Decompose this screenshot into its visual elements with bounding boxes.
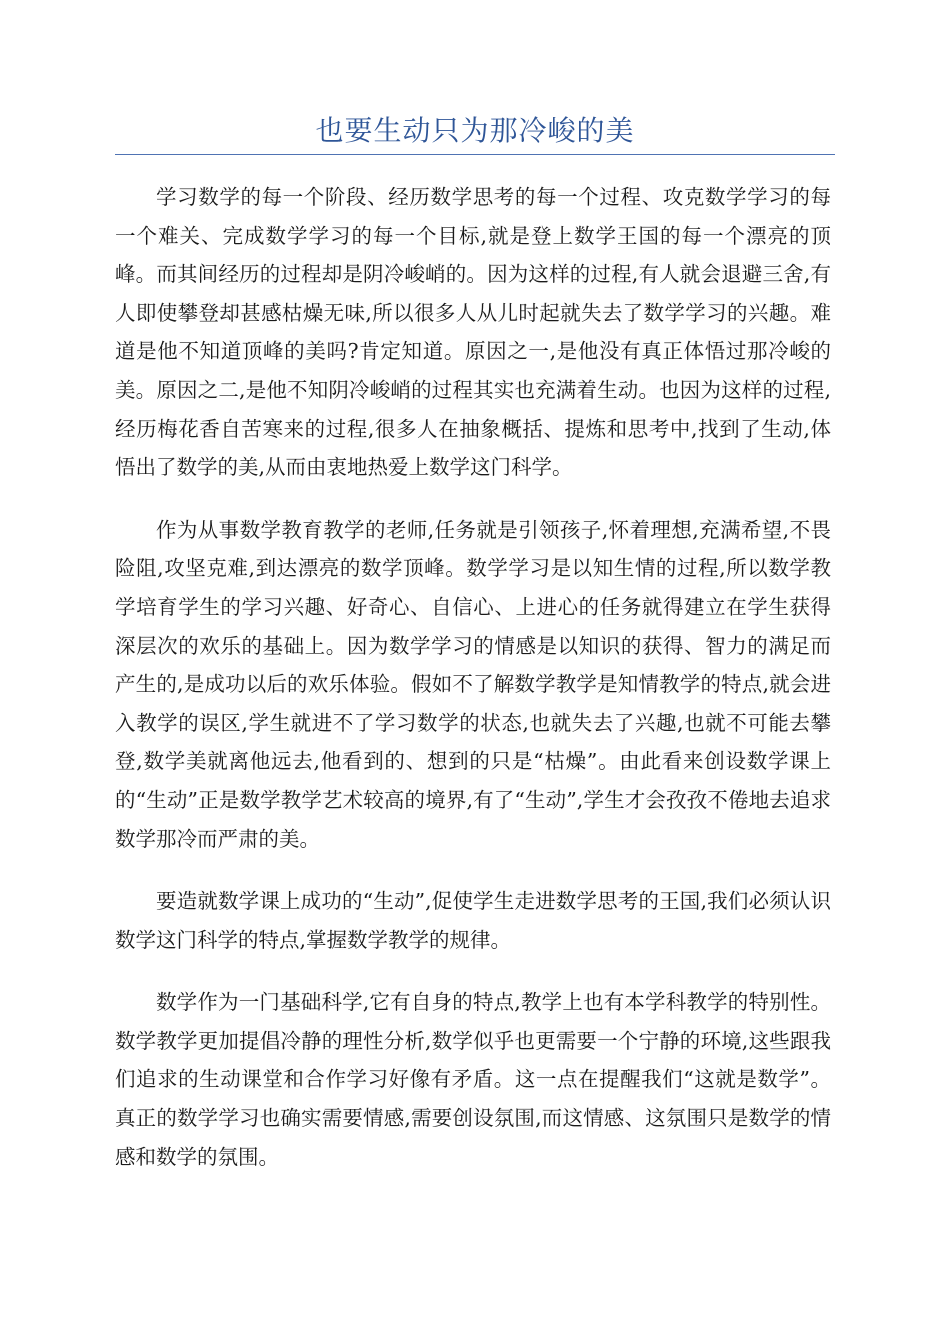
paragraph-2: 作为从事数学教育教学的老师,任务就是引领孩子,怀着理想,充满希望,不畏险阻,攻坚克难,到达漂亮的数学顶峰。数学学习是以知生情的过程,所以数学教学培育学生的学习兴趣、好奇心、自信心、上进心的任务就得建立在学生获得深层次的欢乐的基础上。因为数学学习的情感是以知识的获得、智力的满足而产生的,是成功以后的欢乐体验。假如不了解数学教学是知情教学的特点,就会进入教学的误区,学生就进不了学习数学的状态,也就失去了兴趣,也就不可能去攀登,数学美就离他远去,他看到的、想到的只是“枯燥”。由此看来创设数学课上的“生动”正是数学教学艺术较高的境界,有了“生动”,学生才会孜孜不倦地去追求数学那冷而严肃的美。 (115, 517, 831, 851)
paragraph-4: 数学作为一门基础科学,它有自身的特点,教学上也有本学科教学的特别性。数学教学更加提倡冷静的理性分析,数学似乎也更需要一个宁静的环境,这些跟我们追求的生动课堂和合作学习好像有矛盾。这一点在提醒我们“这就是数学”。真正的数学学习也确实需要情感,需要创设氛围,而这情感、这氛围只是数学的情感和数学的氛围。 (115, 990, 831, 1169)
paragraph-1: 学习数学的每一个阶段、经历数学思考的每一个过程、攻克数学学习的每一个难关、完成数学学习的每一个目标,就是登上数学王国的每一个漂亮的顶峰。而其间经历的过程却是阴冷峻峭的。因为这样的过程,有人就会退避三舍,有人即使攀登却甚感枯燥无味,所以很多人从儿时起就失去了数学学习的兴趣。难道是他不知道顶峰的美吗?肯定知道。原因之一,是他没有真正体悟过那冷峻的美。原因之二,是他不知阴冷峻峭的过程其实也充满着生动。也因为这样的过程,经历梅花香自苦寒来的过程,很多人在抽象概括、提炼和思考中,找到了生动,体悟出了数学的美,从而由衷地热爱上数学这门科学。 (115, 185, 831, 480)
document-body (115, 178, 831, 1200)
title-underline (115, 154, 835, 155)
paragraph-3: 要造就数学课上成功的“生动”,促使学生走进数学思考的王国,我们必须认识数学这门科学的特点,掌握数学教学的规律。 (115, 889, 831, 952)
document-title: 也要生动只为那冷峻的美 (315, 114, 635, 147)
